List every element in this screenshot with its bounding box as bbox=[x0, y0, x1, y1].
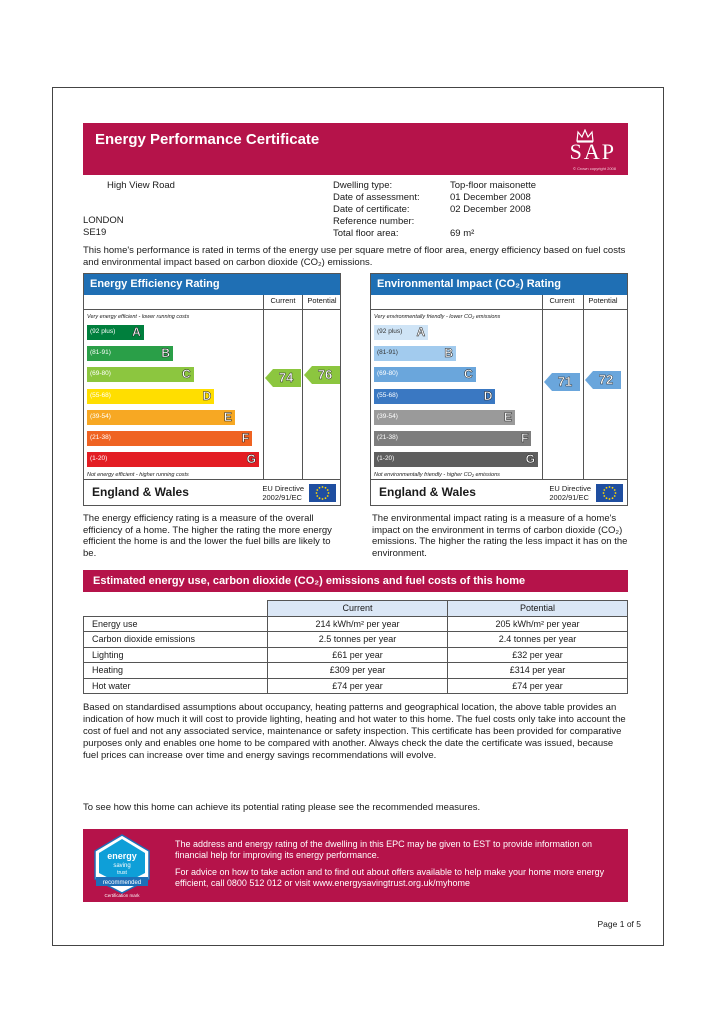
band-letter: A bbox=[132, 325, 141, 339]
band-letter: B bbox=[444, 346, 453, 361]
eu-flag-icon bbox=[596, 484, 623, 502]
svg-text:saving: saving bbox=[113, 863, 131, 869]
potential-header: Potential bbox=[448, 601, 628, 617]
assessment-date-label: Date of assessment: bbox=[333, 192, 420, 203]
current-rating-arrow bbox=[265, 369, 301, 387]
band-letter: F bbox=[521, 431, 529, 445]
band-range: (92 plus) bbox=[377, 328, 403, 335]
potential-column-header: Potential bbox=[307, 296, 337, 305]
svg-text:energy: energy bbox=[107, 851, 137, 861]
current-rating-arrow bbox=[544, 373, 580, 391]
potential-rating-arrow bbox=[585, 371, 621, 389]
svg-text:trust: trust bbox=[117, 870, 127, 876]
rating-band-g bbox=[374, 452, 538, 467]
band-letter: D bbox=[483, 388, 493, 403]
page-title: Energy Performance Certificate bbox=[95, 131, 320, 148]
row-current: 2.5 tonnes per year bbox=[268, 632, 448, 648]
band-letter: D bbox=[202, 388, 212, 403]
row-current: £74 per year bbox=[268, 678, 448, 694]
sap-logo-text: SAP bbox=[569, 139, 616, 164]
current-column-header: Current bbox=[549, 296, 575, 305]
table-header-row bbox=[84, 601, 628, 617]
row-divider bbox=[84, 479, 340, 480]
region-label: England & Wales bbox=[379, 485, 476, 499]
row-current: £61 per year bbox=[268, 647, 448, 663]
address-city: LONDON bbox=[83, 215, 124, 226]
assessment-date-value: 01 December 2008 bbox=[450, 192, 531, 203]
band-letter: A bbox=[416, 325, 426, 339]
address-line1: High View Road bbox=[107, 180, 175, 191]
row-potential: 205 kWh/m² per year bbox=[448, 616, 628, 632]
rating-band-b bbox=[87, 346, 173, 361]
rating-band-f bbox=[87, 431, 252, 446]
rating-band-b bbox=[374, 346, 456, 361]
band-range: (55-68) bbox=[90, 391, 111, 399]
rating-band-f bbox=[374, 431, 531, 446]
table-row bbox=[84, 678, 628, 694]
band-range: (69-80) bbox=[377, 370, 398, 378]
band-range: (1-20) bbox=[377, 455, 395, 463]
scale-bottom-note: Not energy efficient - higher running costs bbox=[87, 472, 189, 478]
table-row bbox=[84, 632, 628, 648]
rating-band-e bbox=[374, 410, 515, 425]
row-label: Hot water bbox=[84, 678, 268, 694]
potential-rating-value: 76 bbox=[317, 367, 333, 383]
energy-efficiency-panel bbox=[83, 273, 341, 506]
dwelling-type-value: Top-floor maisonette bbox=[450, 180, 537, 191]
table-row bbox=[84, 616, 628, 632]
table-row bbox=[84, 663, 628, 679]
row-current: 214 kWh/m² per year bbox=[268, 616, 448, 632]
eu-flag-icon bbox=[309, 484, 336, 502]
est-text-2: For advice on how to take action and to find out about offers available to help make your home more energy efficient, call 0800 512 012 or visit www.energysavingtrust.org.uk/myhome bbox=[175, 867, 605, 888]
eu-directive-label: EU Directive 2002/91/EC bbox=[549, 484, 591, 502]
recommendations-text: To see how this home can achieve its potential rating please see the recommended measures. bbox=[83, 802, 481, 813]
band-letter: G bbox=[246, 452, 256, 467]
band-letter: C bbox=[464, 367, 473, 382]
band-range: (21-38) bbox=[90, 434, 111, 441]
band-range: (39-54) bbox=[90, 412, 111, 420]
column-divider bbox=[263, 295, 264, 480]
certificate-date-value: 02 December 2008 bbox=[450, 204, 531, 215]
band-range: (55-68) bbox=[377, 391, 398, 399]
table-row bbox=[84, 647, 628, 663]
energy-efficiency-title: Energy Efficiency Rating bbox=[84, 274, 340, 295]
rating-band-g bbox=[87, 452, 259, 467]
rating-band-c bbox=[87, 367, 194, 382]
band-range: (81-91) bbox=[377, 349, 398, 357]
band-letter: G bbox=[525, 452, 535, 467]
band-range: (21-38) bbox=[377, 434, 398, 441]
current-header: Current bbox=[268, 601, 448, 617]
intro-text: This home's performance is rated in terms of the energy use per square metre of floor area, energy efficiency based on fuel costs and environmental impact based on carbon dioxide (CO₂) emissions. bbox=[83, 245, 626, 268]
sap-logo bbox=[554, 129, 616, 171]
current-rating-value: 74 bbox=[278, 369, 294, 385]
efficiency-description: The energy efficiency rating is a measure of the overall efficiency of a home. The higher the rating the more energy efficient the home is and the lower the fuel bills are likely to be. bbox=[83, 513, 332, 559]
energy-saving-trust-logo bbox=[91, 833, 153, 899]
environmental-impact-panel bbox=[370, 273, 628, 506]
row-potential: £314 per year bbox=[448, 663, 628, 679]
potential-column-header: Potential bbox=[588, 296, 618, 305]
band-letter: F bbox=[241, 431, 250, 445]
current-rating-value: 71 bbox=[557, 373, 573, 389]
rating-band-d bbox=[374, 389, 495, 404]
sap-copyright: © Crown copyright 2008 bbox=[573, 166, 616, 171]
est-info-box bbox=[83, 829, 628, 902]
row-potential: 2.4 tonnes per year bbox=[448, 632, 628, 648]
current-column-header: Current bbox=[270, 296, 296, 305]
est-text-1: The address and energy rating of the dwelling in this EPC may be given to EST to provide information on financial help for improving its energy performance. bbox=[175, 839, 593, 860]
svg-text:Certification mark: Certification mark bbox=[104, 893, 140, 898]
reference-number-label: Reference number: bbox=[333, 216, 415, 227]
row-potential: £74 per year bbox=[448, 678, 628, 694]
floor-area-value: 69 m² bbox=[450, 228, 475, 239]
row-label: Energy use bbox=[84, 616, 268, 632]
scale-top-note: Very environmentally friendly - lower CO₂ emissions bbox=[374, 314, 501, 320]
estimates-table bbox=[83, 600, 628, 694]
column-divider bbox=[583, 295, 584, 480]
row-divider bbox=[371, 479, 627, 480]
row-current: £309 per year bbox=[268, 663, 448, 679]
row-label: Lighting bbox=[84, 647, 268, 663]
row-potential: £32 per year bbox=[448, 647, 628, 663]
row-label: Heating bbox=[84, 663, 268, 679]
environmental-description: The environmental impact rating is a measure of a home's impact on the environment in terms of carbon dioxide (CO₂) emissions. The higher the rating the less impact it has on the environment. bbox=[372, 513, 628, 559]
band-range: (39-54) bbox=[377, 412, 398, 420]
rating-band-c bbox=[374, 367, 476, 382]
floor-area-label: Total floor area: bbox=[333, 228, 399, 239]
assumptions-text: Based on standardised assumptions about occupancy, heating patterns and geographical location, the above table provides an indication of how much it will cost to provide lighting, heating and hot water to this home. The fuel costs only take into account the cost of fuel and not any associated service, maintenance or safety inspection. This certificate has been provided for comparative purposes only and enables one home to be compared with another. Always check the date the certificate was issued, because fuel prices can increase over time and energy savings recommendations will evolve. bbox=[83, 702, 626, 761]
row-label: Carbon dioxide emissions bbox=[84, 632, 268, 648]
column-divider bbox=[302, 295, 303, 480]
region-label: England & Wales bbox=[92, 485, 189, 499]
address-postcode: SE19 bbox=[83, 227, 107, 238]
band-range: (81-91) bbox=[90, 349, 111, 357]
band-range: (69-80) bbox=[90, 370, 111, 378]
rating-band-e bbox=[87, 410, 235, 425]
rating-band-a bbox=[374, 325, 428, 340]
band-letter: B bbox=[161, 346, 170, 361]
potential-rating-value: 72 bbox=[598, 372, 614, 388]
band-letter: E bbox=[223, 409, 232, 424]
scale-top-note: Very energy efficient - lower running costs bbox=[87, 314, 190, 320]
band-range: (92 plus) bbox=[90, 328, 116, 335]
column-divider bbox=[542, 295, 543, 480]
svg-text:recommended: recommended bbox=[102, 880, 142, 886]
header-banner bbox=[83, 123, 628, 175]
page-number: Page 1 of 5 bbox=[597, 919, 641, 929]
band-letter: E bbox=[504, 409, 513, 424]
band-letter: C bbox=[181, 367, 191, 382]
estimates-title: Estimated energy use, carbon dioxide (CO₂) emissions and fuel costs of this home bbox=[83, 570, 628, 592]
eu-directive-label: EU Directive 2002/91/EC bbox=[262, 484, 304, 502]
environmental-impact-title: Environmental Impact (CO₂) Rating bbox=[371, 274, 627, 295]
row-divider bbox=[371, 309, 627, 310]
rating-band-d bbox=[87, 389, 214, 404]
potential-rating-arrow bbox=[304, 366, 340, 384]
certificate-date-label: Date of certificate: bbox=[333, 204, 410, 215]
rating-band-a bbox=[87, 325, 144, 340]
row-divider bbox=[84, 309, 340, 310]
dwelling-type-label: Dwelling type: bbox=[333, 180, 393, 191]
scale-bottom-note: Not environmentally friendly - higher CO₂ emissions bbox=[374, 472, 500, 478]
empty-header-cell bbox=[84, 601, 268, 617]
band-range: (1-20) bbox=[90, 455, 108, 463]
